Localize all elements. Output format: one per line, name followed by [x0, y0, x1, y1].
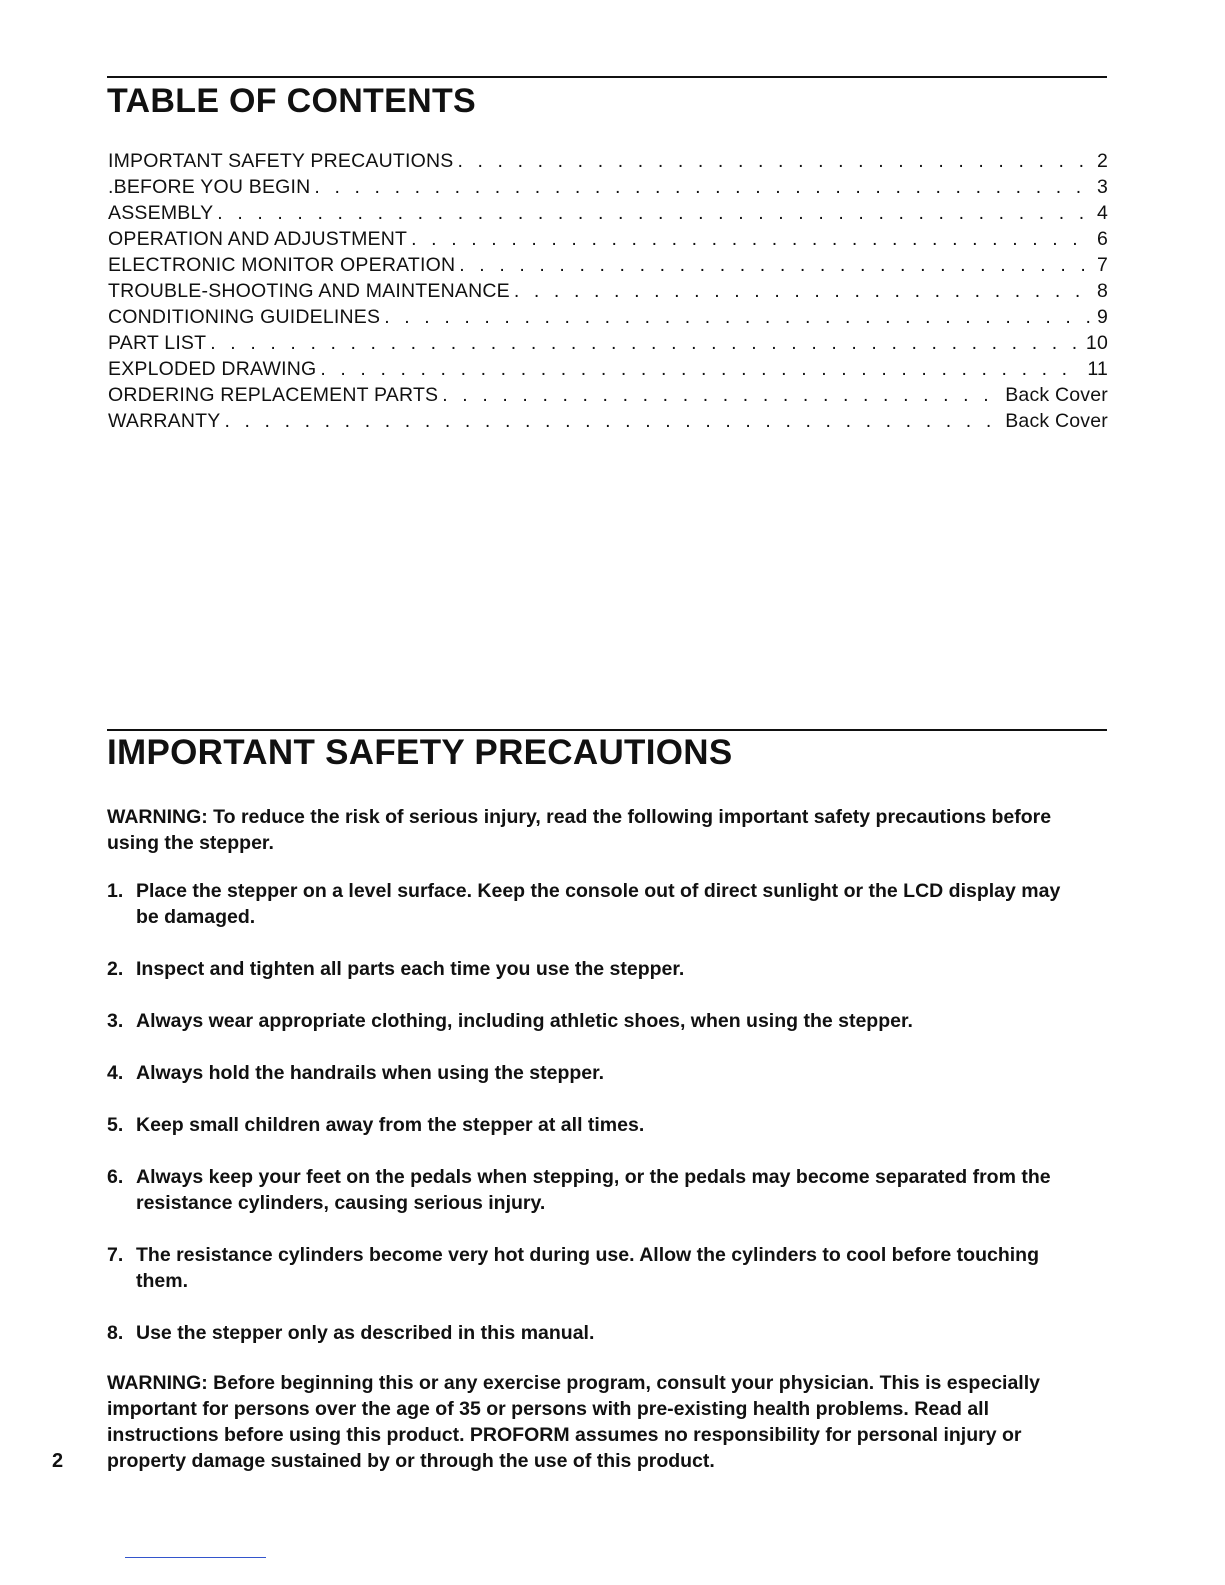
toc-entry-page: 3 — [1096, 176, 1108, 198]
safety-item — [107, 878, 1087, 930]
safety-item-number: 5. — [107, 1114, 124, 1136]
toc-entry[interactable] — [108, 410, 1108, 436]
dot-leader — [320, 358, 1083, 381]
toc-entry[interactable] — [108, 358, 1108, 384]
safety-item — [107, 956, 1087, 982]
toc-entry-page: 2 — [1096, 150, 1108, 172]
safety-item — [107, 1060, 1087, 1086]
toc-entry-page: 11 — [1087, 358, 1108, 380]
safety-item-text: The resistance cylinders become very hot during use. Allow the cylinders to cool before touching them. — [136, 1244, 1039, 1292]
safety-item-number: 3. — [107, 1010, 124, 1032]
safety-item-text: Always hold the handrails when using the stepper. — [136, 1062, 605, 1084]
safety-item-number: 1. — [107, 880, 124, 902]
safety-item-text: Always keep your feet on the pedals when stepping, or the pedals may become separated from the resistance cylinders, causing serious injury. — [136, 1166, 1051, 1214]
toc-entry-page: Back Cover — [1005, 384, 1108, 406]
toc-entry-label: IMPORTANT SAFETY PRECAUTIONS — [108, 150, 454, 172]
toc-entry-page: 10 — [1085, 332, 1108, 354]
toc-entry-page: 4 — [1096, 202, 1108, 224]
safety-item-number: 7. — [107, 1244, 124, 1266]
toc-entry-label: PART LIST — [108, 332, 207, 354]
toc-entry-page: 8 — [1096, 280, 1108, 302]
safety-item-number: 2. — [107, 958, 124, 980]
toc-entry-label: ORDERING REPLACEMENT PARTS — [108, 384, 439, 406]
toc-entry-label: TROUBLE-SHOOTING AND MAINTENANCE — [108, 280, 510, 302]
toc-entry[interactable] — [108, 280, 1108, 306]
toc-entry[interactable] — [108, 332, 1108, 358]
table-of-contents — [108, 150, 1108, 436]
safety-item-number: 8. — [107, 1322, 124, 1344]
safety-top-rule — [107, 729, 1107, 731]
dot-leader — [224, 410, 1001, 433]
toc-entry-page: 7 — [1096, 254, 1108, 276]
safety-item-text: Keep small children away from the stepper at all times. — [136, 1114, 645, 1136]
dot-leader — [442, 384, 1001, 407]
toc-entry[interactable] — [108, 306, 1108, 332]
toc-entry-label: WARRANTY — [108, 410, 221, 432]
safety-item — [107, 1164, 1087, 1216]
safety-item-text: Inspect and tighten all parts each time you use the stepper. — [136, 958, 685, 980]
safety-item-text: Use the stepper only as described in this manual. — [136, 1322, 595, 1344]
dot-leader — [411, 228, 1093, 251]
toc-title: TABLE OF CONTENTS — [107, 82, 477, 120]
toc-entry[interactable] — [108, 228, 1108, 254]
safety-title: IMPORTANT SAFETY PRECAUTIONS — [107, 733, 733, 772]
safety-item — [107, 1112, 1087, 1138]
safety-item-number: 4. — [107, 1062, 124, 1084]
dot-leader — [514, 280, 1093, 303]
warning-intro: WARNING: To reduce the risk of serious injury, read the following important safety precautions before using the stepper. — [107, 806, 1052, 854]
dot-leader — [314, 176, 1093, 199]
safety-item — [107, 1320, 1087, 1346]
warning-final: WARNING: Before beginning this or any exercise program, consult your physician. This is especially important for persons over the age of 35 or persons with pre-existing health problems. Read all instructions before using this product. PROFORM assumes no responsibility for personal injury or property damage sustained by or through the use of this product. — [107, 1372, 1040, 1472]
toc-entry[interactable] — [108, 150, 1108, 176]
scan-artifact-line — [125, 1557, 266, 1558]
safety-item-text: Always wear appropriate clothing, including athletic shoes, when using the stepper. — [136, 1010, 913, 1032]
toc-entry-label: .BEFORE YOU BEGIN — [108, 176, 311, 198]
dot-leader — [217, 202, 1093, 225]
toc-entry-label: CONDITIONING GUIDELINES — [108, 306, 381, 328]
toc-entry-page: Back Cover — [1005, 410, 1108, 432]
page-number: 2 — [52, 1450, 64, 1472]
toc-entry[interactable] — [108, 202, 1108, 228]
dot-leader — [384, 306, 1093, 329]
safety-list — [107, 878, 1087, 1372]
safety-item-text: Place the stepper on a level surface. Keep the console out of direct sunlight or the LCD display may be damaged. — [136, 880, 1061, 928]
dot-leader — [210, 332, 1082, 355]
safety-item-number: 6. — [107, 1166, 124, 1188]
dot-leader — [457, 150, 1092, 173]
toc-entry-label: OPERATION AND ADJUSTMENT — [108, 228, 408, 250]
toc-entry-label: EXPLODED DRAWING — [108, 358, 317, 380]
dot-leader — [459, 254, 1093, 277]
toc-entry-label: ELECTRONIC MONITOR OPERATION — [108, 254, 456, 276]
toc-entry[interactable] — [108, 254, 1108, 280]
toc-entry-page: 9 — [1096, 306, 1108, 328]
safety-item — [107, 1242, 1087, 1294]
toc-entry-label: ASSEMBLY — [108, 202, 214, 224]
safety-item — [107, 1008, 1087, 1034]
toc-entry[interactable] — [108, 384, 1108, 410]
toc-top-rule — [107, 76, 1107, 78]
toc-entry-page: 6 — [1096, 228, 1108, 250]
toc-entry[interactable] — [108, 176, 1108, 202]
